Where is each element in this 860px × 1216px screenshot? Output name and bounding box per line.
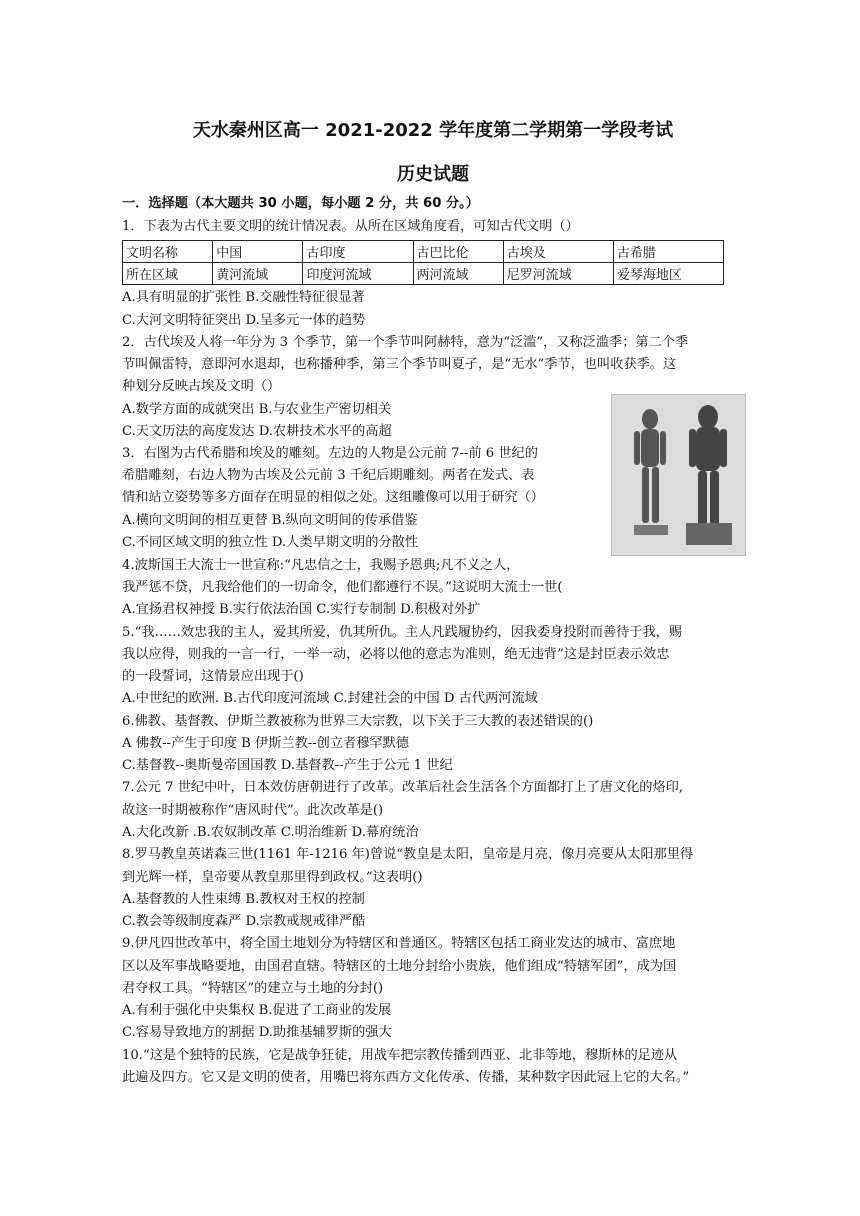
q1-options-ab: A.具有明显的扩张性 B.交融性特征很显著: [122, 290, 365, 305]
table-cell: 黄河流域: [213, 263, 303, 285]
q6-line-1: 6.佛教、基督教、伊斯兰教被称为世界三大宗教，以下关于三大教的表述错误的(): [122, 714, 594, 729]
table-cell: 古希腊: [613, 241, 723, 263]
q8-line-2: 到光辉一样，皇帝要从教皇那里得到政权。”这表明(): [122, 870, 423, 885]
table-cell: 古埃及: [503, 241, 613, 263]
table-cell: 两河流域: [413, 263, 503, 285]
q9-options-cd: C.容易导致地方的割据 D.助推基辅罗斯的强大: [122, 1025, 392, 1040]
q8-options-ab: A.基督教的人性束缚 B.教权对王权的控制: [122, 892, 365, 907]
page-title: 天水秦州区高一 2021-2022 学年度第二学期第一学段考试: [192, 120, 674, 141]
q8-options-cd: C.教会等级制度森严 D.宗教戒规戒律严酷: [122, 914, 366, 929]
q3-line-3: 情和站立姿势等多方面存在明显的相似之处。这组雕像可以用于研究（）: [122, 490, 544, 505]
q10-line-1: 10.“这是个独特的民族，它是战争狂徒，用战车把宗教传播到西亚、北非等地，穆斯林的足迹从: [122, 1048, 678, 1063]
table-cell: 文明名称: [123, 241, 213, 263]
q2-options-cd: C.天文历法的高度发达 D.农耕技术水平的高超: [122, 424, 392, 439]
q2-line-2: 节叫佩雷特，意即河水退却，也称播种季，第三个季节叫夏孑，是“无水”季节，也叫收获季。这: [122, 357, 677, 372]
civilization-table: [122, 240, 724, 285]
q5-options: A.中世纪的欧洲. B.古代印度河流域 C.封建社会的中国 D 古代两河流域: [122, 691, 538, 706]
q5-line-3: 的一段誓词，这情景应出现于(): [122, 669, 304, 684]
q3-line-2: 希腊雕刻，右边人物为古埃及公元前 3 千纪后期雕刻。两者在发式、表: [122, 468, 535, 483]
q4-line-1: 4.波斯国王大流士一世宣称:“凡忠信之士，我赐予恩典;凡不义之人，: [122, 558, 520, 573]
q7-line-2: 故这一时期被称作“唐风时代”。此次改革是(): [122, 803, 384, 818]
q4-options: A.宜扬君权神授 B.实行依法治国 C.实行专制制 D.积极对外扩: [122, 602, 481, 617]
q7-options: A.大化改新 .B.农奴制改革 C.明治维新 D.幕府统治: [122, 825, 419, 840]
q6-options-ab: A 佛教--产生于印度 B 伊斯兰教--创立者穆罕默德: [122, 736, 409, 751]
table-cell: 尼罗河流域: [503, 263, 613, 285]
statues-drawing: [612, 395, 745, 555]
q7-line-1: 7.公元 7 世纪中叶，日本效仿唐朝进行了改革。改革后社会生活各个方面都打上了唐文化的烙印,: [122, 780, 684, 795]
q3-options-ab: A.横向文明间的相互更替 B.纵向文明间的传承借鉴: [122, 513, 418, 528]
q3-line-1: 3．右图为古代希腊和埃及的雕刻。左边的人物是公元前 7--前 6 世纪的: [122, 446, 538, 461]
table-row: [123, 263, 724, 285]
q1-options-cd: C.大河文明特征突出 D.呈多元一体的趋势: [122, 313, 366, 328]
table-cell: 所在区域: [123, 263, 213, 285]
page-subtitle: 历史试题: [397, 164, 469, 185]
q10-line-2: 此遍及四方。它又是文明的使者，用嘴巴将东西方文化传承、传播，某种数字因此冠上它的大名。”: [122, 1070, 690, 1085]
q4-line-2: 我严惩不贷，凡我给他们的一切命令，他们都遵行不误。”这说明大流士一世(: [122, 580, 563, 595]
q2-line-1: 2．古代埃及人将一年分为 3 个季节，第一个季节叫阿赫特，意为“泛滥”，又称泛滥季；第二个季: [122, 335, 689, 350]
q2-options-ab: A.数学方面的成就突出 B.与农业生产密切相关: [122, 402, 392, 417]
statues-image: [611, 394, 746, 556]
q9-options-ab: A.有利于强化中央集权 B.促进了工商业的发展: [122, 1003, 392, 1018]
q6-options-cd: C.基督教--奥斯曼帝国国教 D.基督教--产生于公元 1 世纪: [122, 758, 453, 773]
q3-options-cd: C.不同区域文明的独立性 D.人类早期文明的分散性: [122, 535, 419, 550]
q5-line-1: 5.“我……效忠我的主人，爱其所爱，仇其所仇。主人凡践履协约，因我委身投附而善待于我，赐: [122, 625, 683, 640]
q9-line-3: 君夺权工具。“特辖区”的建立与土地的分封(): [122, 981, 384, 996]
table-cell: 中国: [213, 241, 303, 263]
table-cell: 爱琴海地区: [613, 263, 723, 285]
section-heading: 一．选择题（本大题共 30 小题，每小题 2 分，共 60 分。）: [122, 196, 479, 211]
table-cell: 古巴比伦: [413, 241, 503, 263]
table-cell: 古印度: [303, 241, 413, 263]
q1-stem: 1．下表为古代主要文明的统计情况表。从所在区域角度看，可知古代文明（）: [122, 219, 579, 234]
table-row: [123, 241, 724, 263]
q8-line-1: 8.罗马教皇英诺森三世(1161 年-1216 年)曾说“教皇是太阳，皇帝是月亮，像月亮要从太阳那里得: [122, 847, 694, 862]
q5-line-2: 我以应得，则我的一言一行，一举一动，必将以他的意志为准则，绝无违背”这是封臣表示效忠: [122, 647, 670, 662]
q9-line-1: 9.伊凡四世改革中，将全国土地划分为特辖区和普通区。特辖区包括工商业发达的城市、富庶地: [122, 936, 676, 951]
table-cell: 印度河流域: [303, 263, 413, 285]
q2-line-3: 种划分反映古埃及文明（）: [122, 379, 281, 394]
q9-line-2: 区以及军事战略要地，由国君直辖。特辖区的土地分封给小贵族，他们组成“特辖军团”，成为国: [122, 959, 677, 974]
